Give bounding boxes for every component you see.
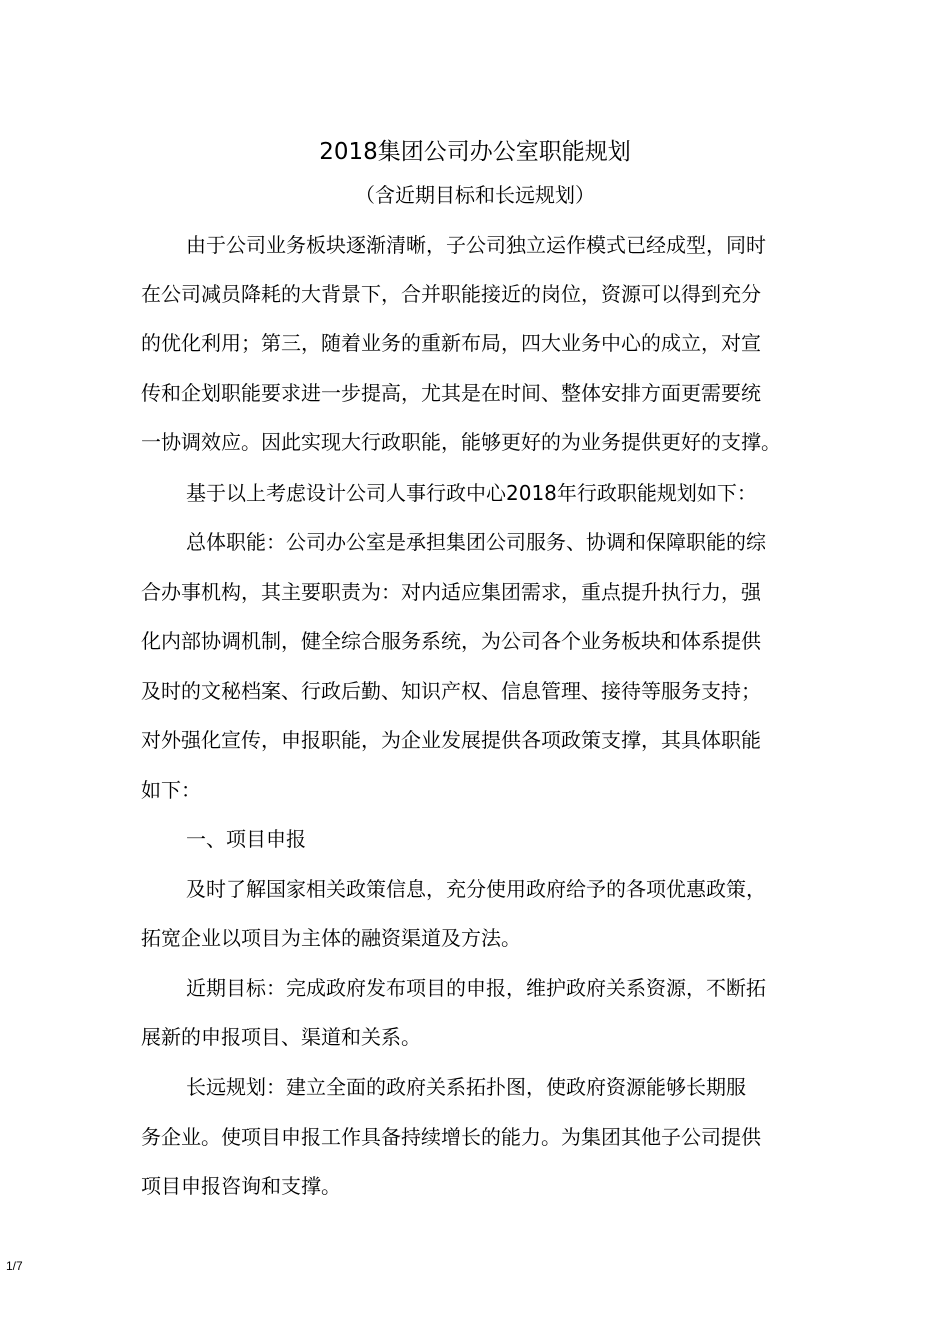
paragraph-line: 项目申报咨询和支撑。 — [141, 1174, 341, 1198]
paragraph-line: 一协调效应。因此实现大行政职能，能够更好的为业务提供更好的支撑。 — [141, 430, 781, 454]
document-subtitle: （含近期目标和长远规划） — [355, 183, 595, 207]
paragraph-line: 务企业。使项目申报工作具备持续增长的能力。为集团其他子公司提供 — [141, 1125, 761, 1149]
paragraph-line: 合办事机构，其主要职责为：对内适应集团需求，重点提升执行力，强 — [141, 580, 761, 604]
paragraph-line: 基于以上考虑设计公司人事行政中心2018年行政职能规划如下： — [186, 481, 757, 505]
section-heading: 一、项目申报 — [186, 827, 306, 851]
paragraph-line: 及时的文秘档案、行政后勤、知识产权、信息管理、接待等服务支持； — [141, 679, 761, 703]
document-title: 2018集团公司办公室职能规划 — [319, 139, 631, 165]
paragraph-line: 对外强化宣传，申报职能，为企业发展提供各项政策支撑，其具体职能 — [141, 728, 761, 752]
page-number: 1/7 — [6, 1259, 23, 1273]
paragraph-line: 展新的申报项目、渠道和关系。 — [141, 1025, 421, 1049]
paragraph-line: 近期目标：完成政府发布项目的申报，维护政府关系资源，不断拓 — [186, 976, 766, 1000]
paragraph-line: 在公司减员降耗的大背景下，合并职能接近的岗位，资源可以得到充分 — [141, 282, 761, 306]
paragraph-line: 长远规划：建立全面的政府关系拓扑图，使政府资源能够长期服 — [186, 1075, 746, 1099]
paragraph-line: 传和企划职能要求进一步提高，尤其是在时间、整体安排方面更需要统 — [141, 381, 761, 405]
paragraph-line: 化内部协调机制，健全综合服务系统，为公司各个业务板块和体系提供 — [141, 629, 761, 653]
paragraph-line: 的优化利用；第三，随着业务的重新布局，四大业务中心的成立，对宣 — [141, 331, 761, 355]
paragraph-line: 总体职能：公司办公室是承担集团公司服务、协调和保障职能的综 — [186, 530, 766, 554]
paragraph-line: 及时了解国家相关政策信息，充分使用政府给予的各项优惠政策， — [186, 877, 766, 901]
paragraph-line: 由于公司业务板块逐渐清晰，子公司独立运作模式已经成型，同时 — [186, 233, 766, 257]
paragraph-line: 如下： — [141, 778, 201, 802]
paragraph-line: 拓宽企业以项目为主体的融资渠道及方法。 — [141, 926, 521, 950]
